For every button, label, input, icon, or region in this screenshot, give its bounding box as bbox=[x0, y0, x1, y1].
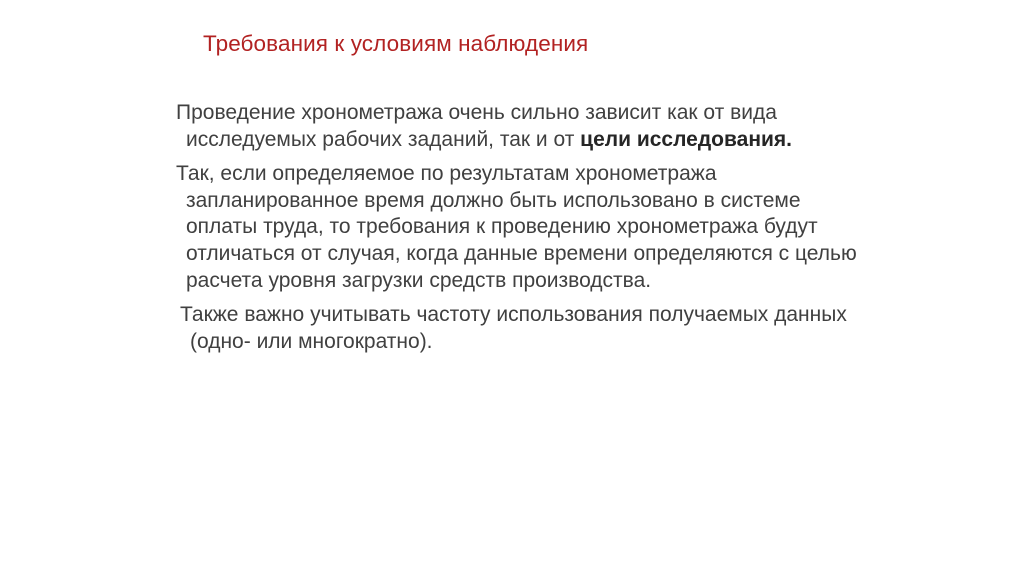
paragraph-1-text: Проведение хронометража очень сильно зависит как от вида исследуемых рабочих заданий, так и от bbox=[176, 101, 777, 151]
paragraph-1-emphasis: цели исследования. bbox=[580, 127, 793, 151]
slide-body bbox=[176, 100, 876, 355]
paragraph-3: Также важно учитывать частоту использования получаемых данных (одно- или многократно). bbox=[180, 303, 847, 353]
slide-title: Требования к условиям наблюдения bbox=[203, 31, 589, 56]
paragraph-1 bbox=[176, 100, 876, 153]
paragraph-2: Так, если определяемое по результатам хронометража запланированное время должно быть использовано в системе оплаты труда, то требования к проведению хронометража будут отличаться от случая, когда данные времени определяются с целью расчета уровня загрузки средств производства. bbox=[176, 162, 857, 292]
